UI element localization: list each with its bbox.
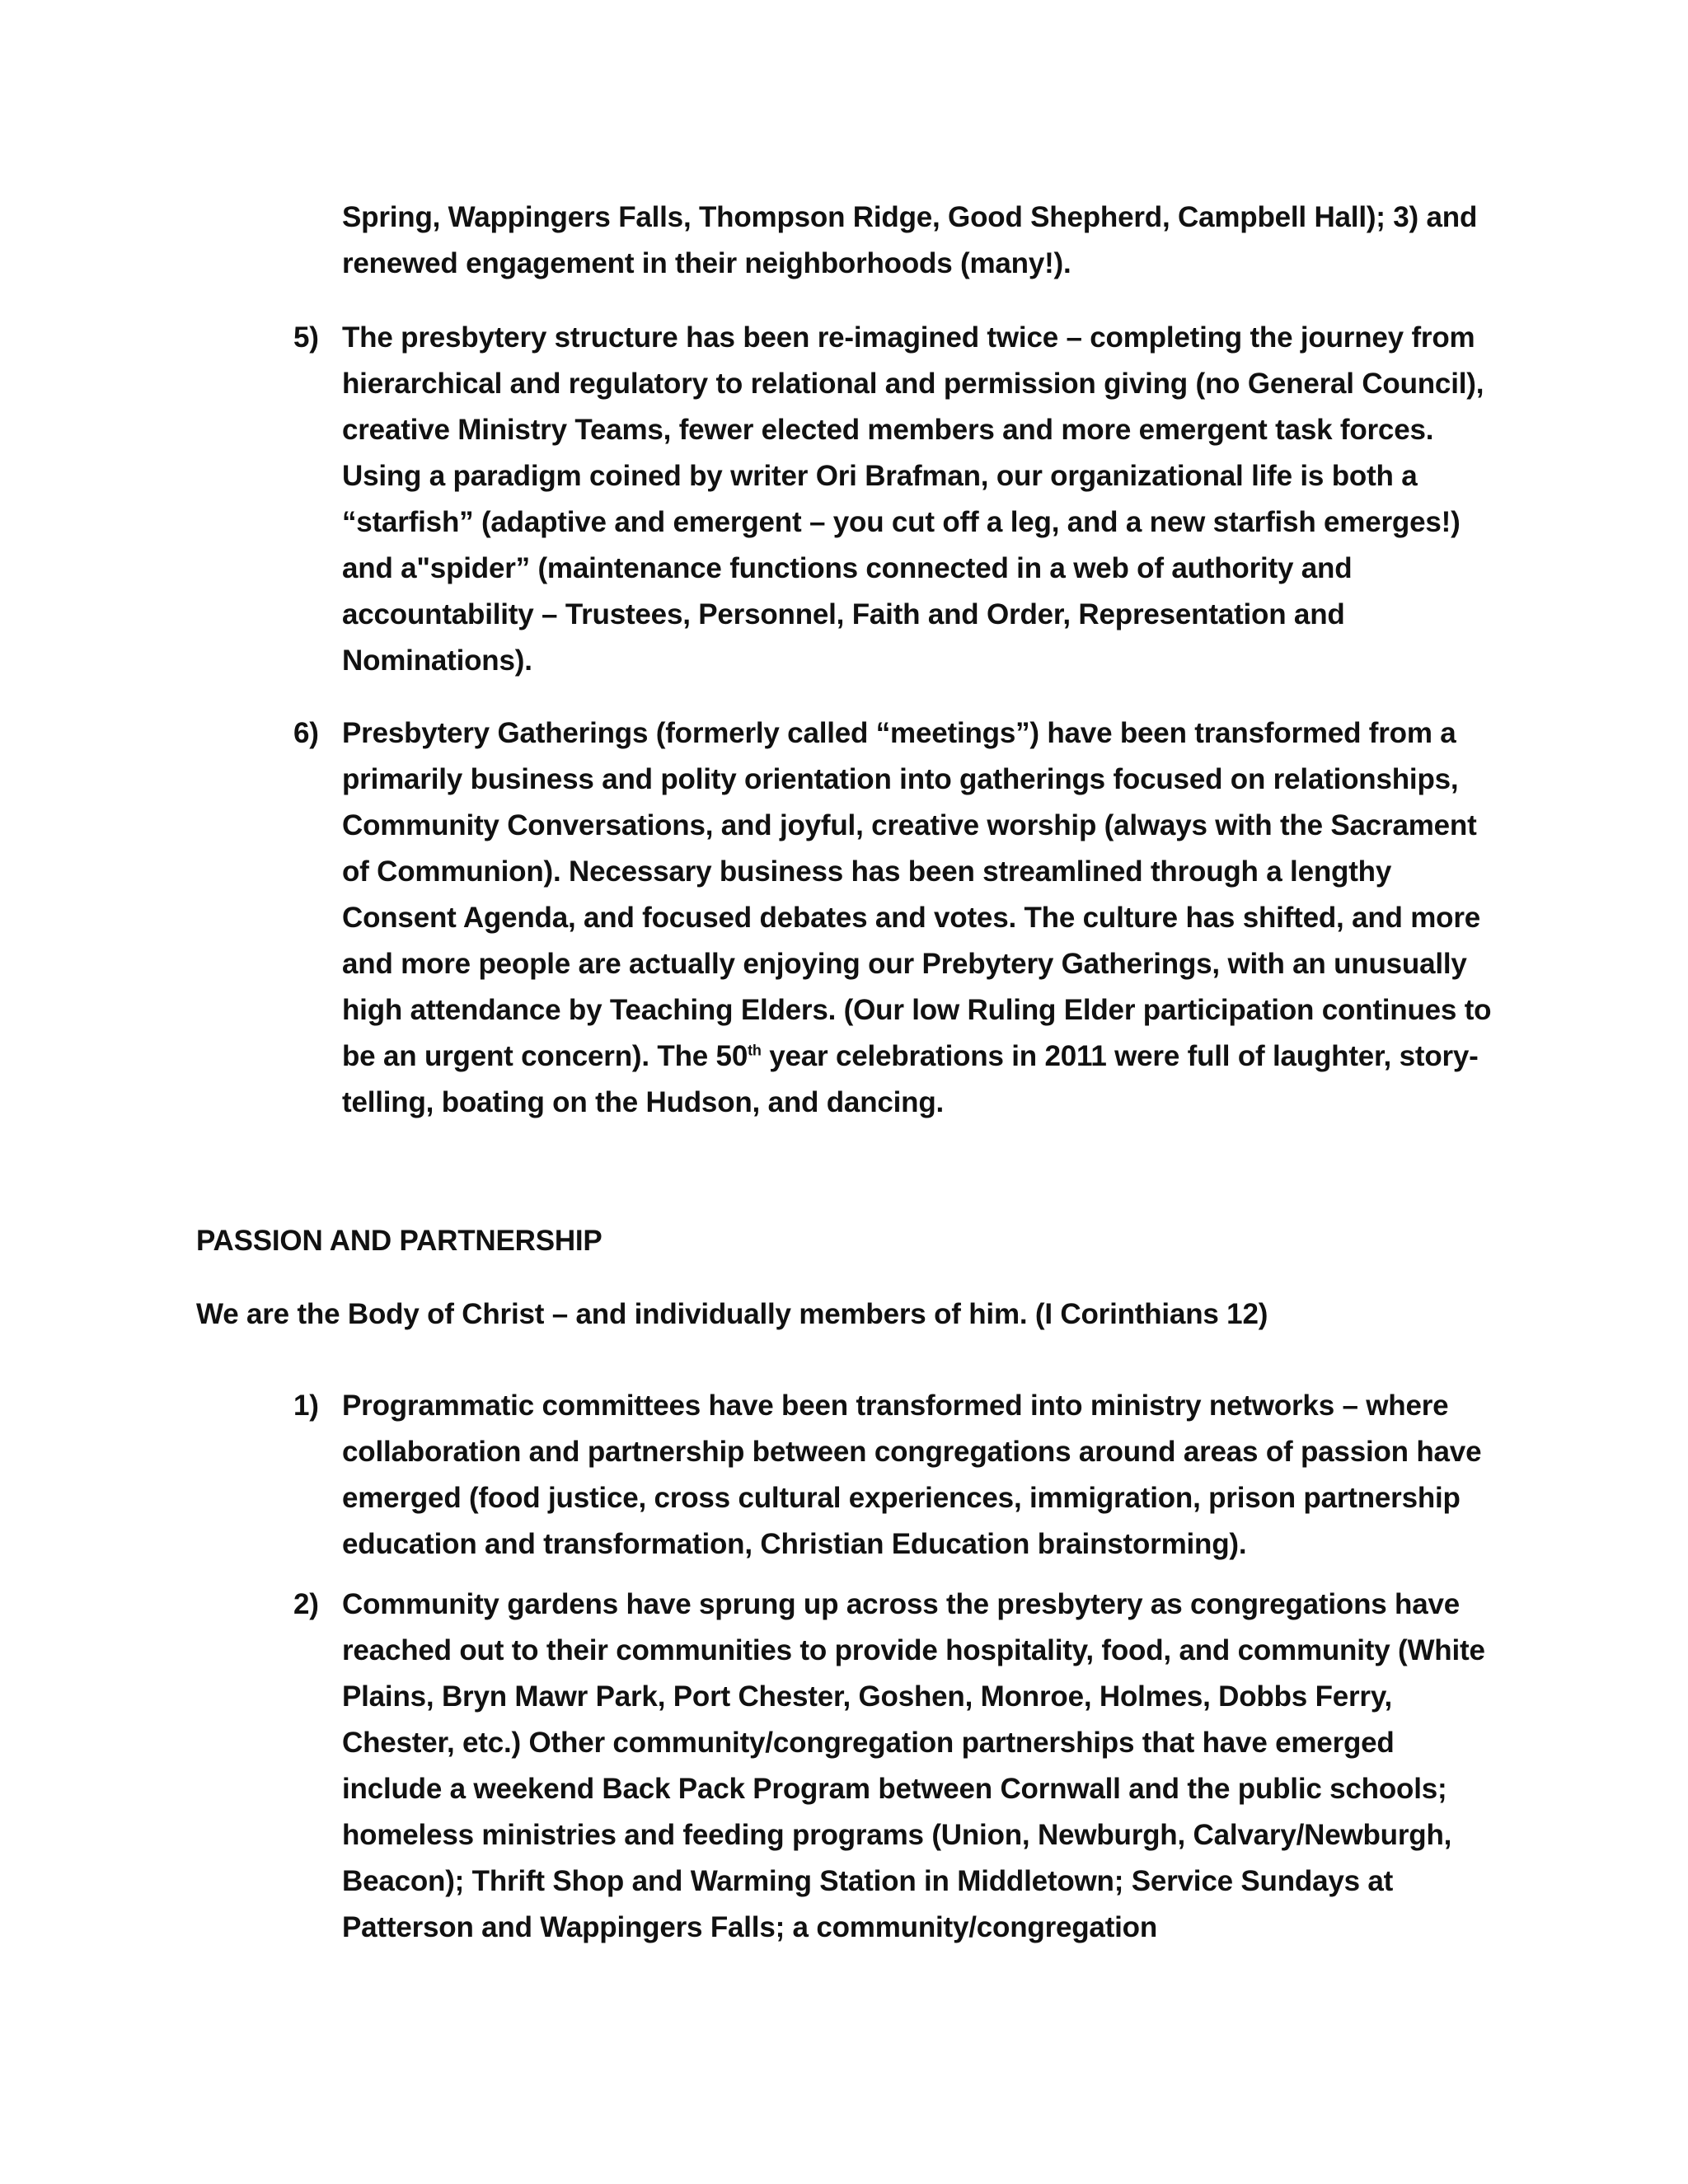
section-heading: PASSION AND PARTNERSHIP — [196, 1225, 603, 1257]
ordinal-superscript: th — [748, 1042, 762, 1059]
list-item-text — [342, 710, 1496, 1126]
continuation-paragraph: Spring, Wappingers Falls, Thompson Ridge, Good Shepherd, Campbell Hall); 3) and renewed engagement in their neighborhoods (many!). — [342, 201, 1478, 279]
list-item-text: Community gardens have sprung up across the presbytery as congregations have reached out to their communities to provide hospitality, food, and community (White Plains, Bryn Mawr Park, Port Chester, Goshen, Monroe, Holmes, Dobbs Ferry, Chester, etc.) Other community/congregation partnerships that have emerged include a weekend Back Pack Program between Cornwall and the public schools; homeless ministries and feeding programs (Union, Newburgh, Calvary/Newburgh, Beacon); Thrift Shop and Warming Station in Middletown; Service Sundays at Patterson and Wappingers Falls; a community/congregation — [342, 1588, 1485, 1943]
text-before-superscript: Presbytery Gatherings (formerly called “meetings”) have been transformed from a primarily business and polity orientation into gatherings focused on relationships, Community Conversations, and joyful, creative worship (always with the Sacrament of Communion). Necessary business has been streamlined through a lengthy Consent Agenda, and focused debates and votes. The culture has shifted, and more and more people are actually enjoying our Prebytery Gatherings, with an unusually high attendance by Teaching Elders. (Our low Ruling Elder participation continues to be an urgent concern). The 50 — [342, 717, 1492, 1072]
list-number: 1) — [293, 1390, 319, 1422]
list-number: 5) — [293, 321, 319, 354]
list-item-text: The presbytery structure has been re-imagined twice – completing the journey from hierarchical and regulatory to relational and permission giving (no General Council), creative Ministry Teams, fewer elected members and more emergent task forces. Using a paradigm coined by writer Ori Brafman, our organizational life is both a “starfish” (adaptive and emergent – you cut off a leg, and a new starfish emerges!) and a"spider” (maintenance functions connected in a web of authority and accountability – Trustees, Personnel, Faith and Order, Representation and Nominations). — [342, 321, 1484, 677]
list-number: 2) — [293, 1588, 319, 1620]
list-number: 6) — [293, 717, 319, 749]
text-after-superscript: year celebrations in 2011 were full of laughter, story-telling, boating on the Hudson, and dancing. — [342, 1040, 1479, 1118]
scripture-verse: We are the Body of Christ – and individually members of him. (I Corinthians 12) — [196, 1298, 1268, 1330]
list-item-text: Programmatic committees have been transformed into ministry networks – where collaboration and partnership between congregations around areas of passion have emerged (food justice, cross cultural experiences, immigration, prison partnership education and transformation, Christian Education brainstorming). — [342, 1390, 1482, 1560]
